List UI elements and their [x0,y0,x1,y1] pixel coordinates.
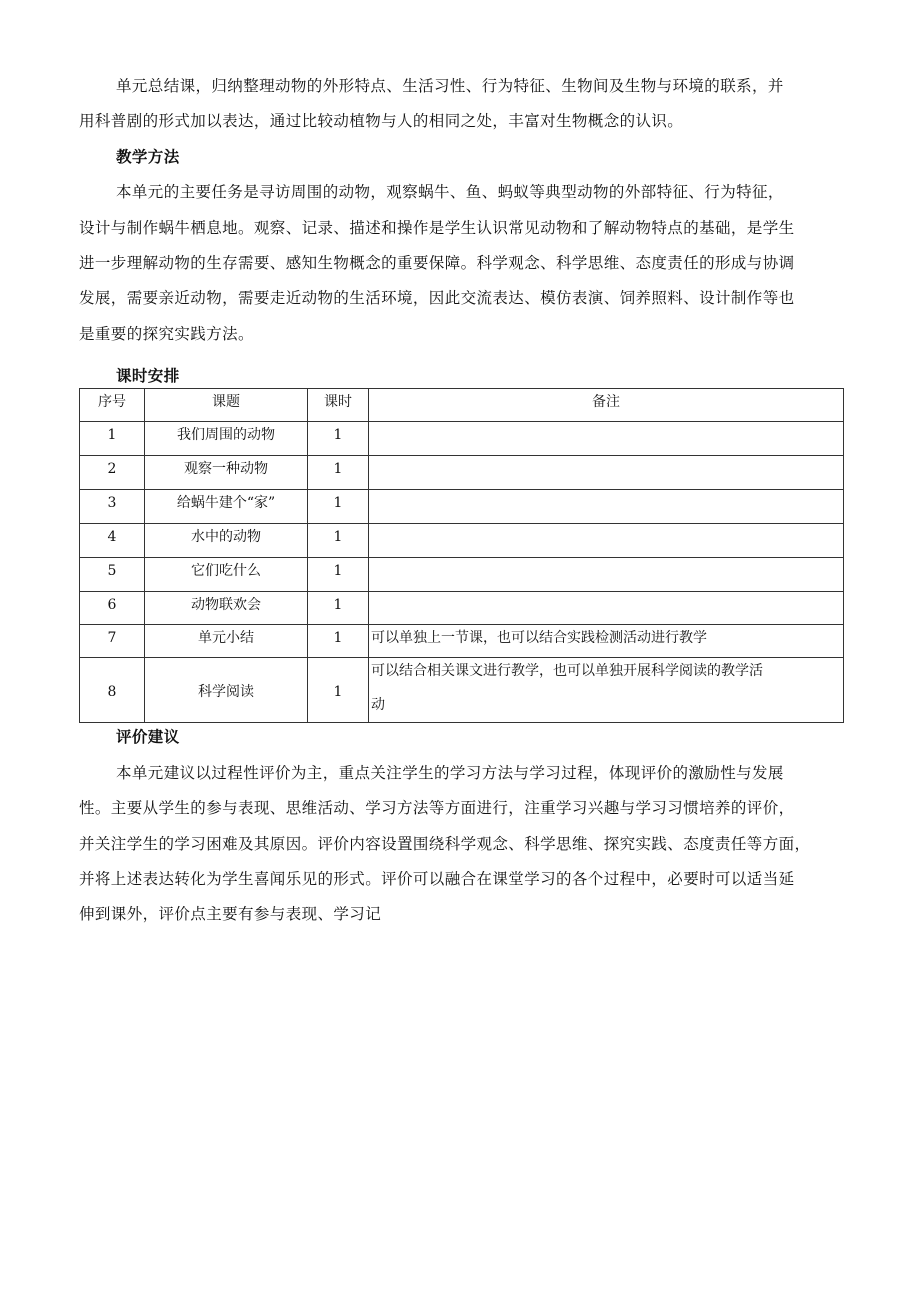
table-row [80,592,844,625]
note-line: 动 [371,697,385,713]
cell-hours: 1 [308,658,369,723]
header-hours: 课时 [308,389,369,422]
cell-title: 给蜗牛建个“家” [145,490,308,524]
cell-no: 2 [80,456,145,490]
cell-note [369,490,844,524]
table-row [80,524,844,558]
cell-title: 动物联欢会 [145,592,308,625]
section-heading-method: 教学方法 [116,148,180,166]
header-note: 备注 [369,389,844,422]
method-line: 是重要的探究实践方法。 [79,325,254,343]
cell-note [369,658,844,723]
evaluation-line: 本单元建议以过程性评价为主，重点关注学生的学习方法与学习过程，体现评价的激励性与发展 [116,764,784,782]
evaluation-line: 并关注学生的学习困难及其原因。评价内容设置围绕科学观念、科学思维、探究实践、态度责任等方面， [79,835,811,853]
evaluation-line: 伸到课外，评价点主要有参与表现、学习记 [79,905,382,923]
table-row [80,490,844,524]
cell-note [369,524,844,558]
cell-no: 7 [80,625,145,658]
table-row [80,658,844,723]
cell-hours: 1 [308,625,369,658]
schedule-table [79,388,844,723]
cell-title: 科学阅读 [145,658,308,723]
cell-no: 6 [80,592,145,625]
cell-hours: 1 [308,422,369,456]
cell-hours: 1 [308,592,369,625]
cell-hours: 1 [308,490,369,524]
intro-line: 用科普剧的形式加以表达，通过比较动植物与人的相同之处，丰富对生物概念的认识。 [79,112,684,130]
cell-hours: 1 [308,558,369,592]
cell-note [369,558,844,592]
cell-title: 单元小结 [145,625,308,658]
cell-note [369,592,844,625]
cell-note [369,456,844,490]
method-line: 设计与制作蜗牛栖息地。观察、记录、描述和操作是学生认识常见动物和了解动物特点的基础，是学生 [79,219,795,237]
intro-line: 单元总结课，归纳整理动物的外形特点、生活习性、行为特征、生物间及生物与环境的联系，并 [116,77,784,95]
cell-title: 我们周围的动物 [145,422,308,456]
table-row [80,558,844,592]
method-line: 本单元的主要任务是寻访周围的动物，观察蜗牛、鱼、蚂蚁等典型动物的外部特征、行为特征， [116,183,784,201]
header-title: 课题 [145,389,308,422]
method-line: 发展，需要亲近动物，需要走近动物的生活环境，因此交流表达、模仿表演、饲养照料、设计制作等也 [79,289,795,307]
cell-no: 3 [80,490,145,524]
note-line: 可以结合相关课文进行教学，也可以单独开展科学阅读的教学活 [371,663,763,679]
cell-title: 它们吃什么 [145,558,308,592]
cell-no: 4 [80,524,145,558]
method-line: 进一步理解动物的生存需要、感知生物概念的重要保障。科学观念、科学思维、态度责任的形成与协调 [79,254,795,272]
header-no: 序号 [80,389,145,422]
cell-no: 5 [80,558,145,592]
cell-note: 可以单独上一节课，也可以结合实践检测活动进行教学 [369,625,844,658]
evaluation-line: 性。主要从学生的参与表现、思维活动、学习方法等方面进行，注重学习兴趣与学习习惯培养的评价， [79,799,795,817]
cell-note [369,422,844,456]
cell-no: 8 [80,658,145,723]
cell-hours: 1 [308,524,369,558]
cell-title: 水中的动物 [145,524,308,558]
table-row [80,625,844,658]
evaluation-line: 并将上述表达转化为学生喜闻乐见的形式。评价可以融合在课堂学习的各个过程中，必要时可以适当延 [79,870,795,888]
cell-hours: 1 [308,456,369,490]
cell-no: 1 [80,422,145,456]
cell-title: 观察一种动物 [145,456,308,490]
table-row [80,422,844,456]
section-heading-schedule: 课时安排 [116,367,180,385]
table-header-row [80,389,844,422]
section-heading-evaluation: 评价建议 [116,728,180,746]
table-row [80,456,844,490]
